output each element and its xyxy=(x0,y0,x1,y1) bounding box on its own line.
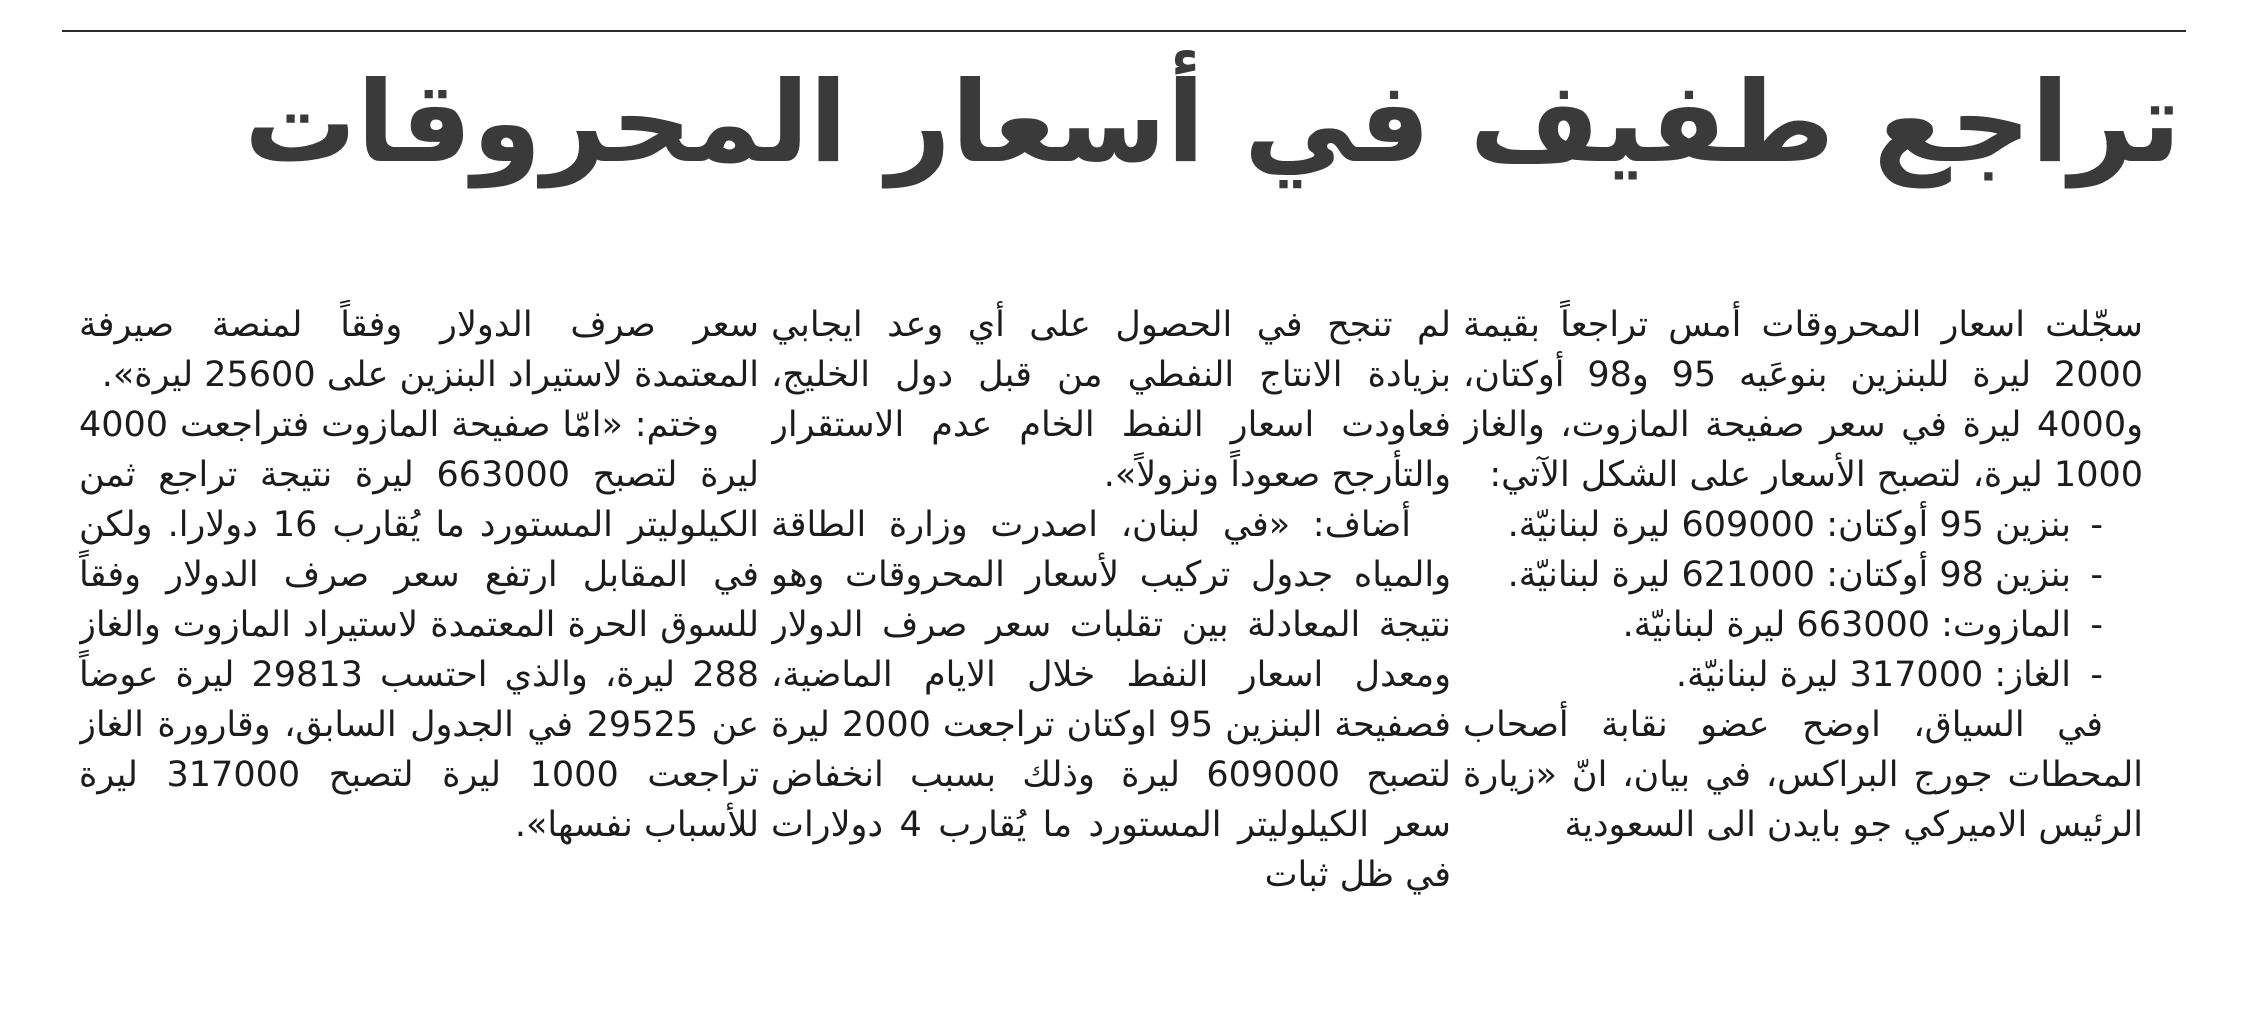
list-item: -الغاز: 317000 ليرة لبنانيّة. xyxy=(1463,650,2103,700)
paragraph: وختم: «امّا صفيحة المازوت فتراجعت 4000 ليرة لتصبح 663000 ليرة نتيجة تراجع ثمن الكيلوليتر المستورد ما يُقارب 16 دولارا. ولكن في المقابل ارتفع سعر صرف الدولار وفقاً للسوق الحرة المعتمدة لاستيراد المازوت والغاز 288 ليرة، والذي احتسب 29813 ليرة عوضاً عن 29525 في الجدول السابق، وقارورة الغاز تراجعت 1000 ليرة لتصبح 317000 ليرة للأسباب نفسها». xyxy=(79,405,759,845)
bullet-marker: - xyxy=(2090,555,2103,595)
paragraph: في السياق، اوضح عضو نقابة أصحاب المحطات جورج البراكس، في بيان، انّ «زيارة الرئيس الاميركي جو بايدن الى السعودية xyxy=(1463,705,2143,845)
article-column-1 xyxy=(1463,300,2143,940)
paragraph: سعر صرف الدولار وفقاً لمنصة صيرفة المعتمدة لاستيراد البنزين على 25600 ليرة». xyxy=(79,305,759,395)
bullet-marker: - xyxy=(2090,655,2103,695)
list-item: -بنزين 95 أوكتان: 609000 ليرة لبنانيّة. xyxy=(1463,500,2103,550)
list-item: -بنزين 98 أوكتان: 621000 ليرة لبنانيّة. xyxy=(1463,550,2103,600)
paragraph: أضاف: «في لبنان، اصدرت وزارة الطاقة والمياه جدول تركيب لأسعار المحروقات وهو نتيجة المعادلة بين تقلبات سعر صرف الدولار ومعدل اسعار النفط خلال الايام الماضية، فصفيحة البنزين 95 اوكتان تراجعت 2000 ليرة لتصبح 609000 ليرة وذلك بسبب انخفاض سعر الكيلوليتر المستورد ما يُقارب 4 دولارات في ظل ثبات xyxy=(771,505,1451,895)
article-headline: تراجع طفيف في أسعار المحروقات xyxy=(244,58,2181,188)
paragraph: سجّلت اسعار المحروقات أمس تراجعاً بقيمة 2000 ليرة للبنزين بنوعَيه 95 و98 أوكتان، و4000 ليرة في سعر صفيحة المازوت، والغاز 1000 ليرة، لتصبح الأسعار على الشكل الآتي: xyxy=(1463,305,2143,495)
article-column-2 xyxy=(771,300,1451,940)
list-item: -المازوت: 663000 ليرة لبنانيّة. xyxy=(1463,600,2103,650)
paragraph: لم تنجح في الحصول على أي وعد ايجابي بزيادة الانتاج النفطي من قبل دول الخليج، فعاودت اسعار النفط الخام عدم الاستقرار والتأرجح صعوداً ونزولاً». xyxy=(771,305,1451,495)
fuel-price-list xyxy=(1463,500,2143,700)
article-column-3 xyxy=(79,300,759,940)
top-divider xyxy=(62,30,2186,32)
bullet-marker: - xyxy=(2090,605,2103,645)
bullet-marker: - xyxy=(2090,505,2103,545)
